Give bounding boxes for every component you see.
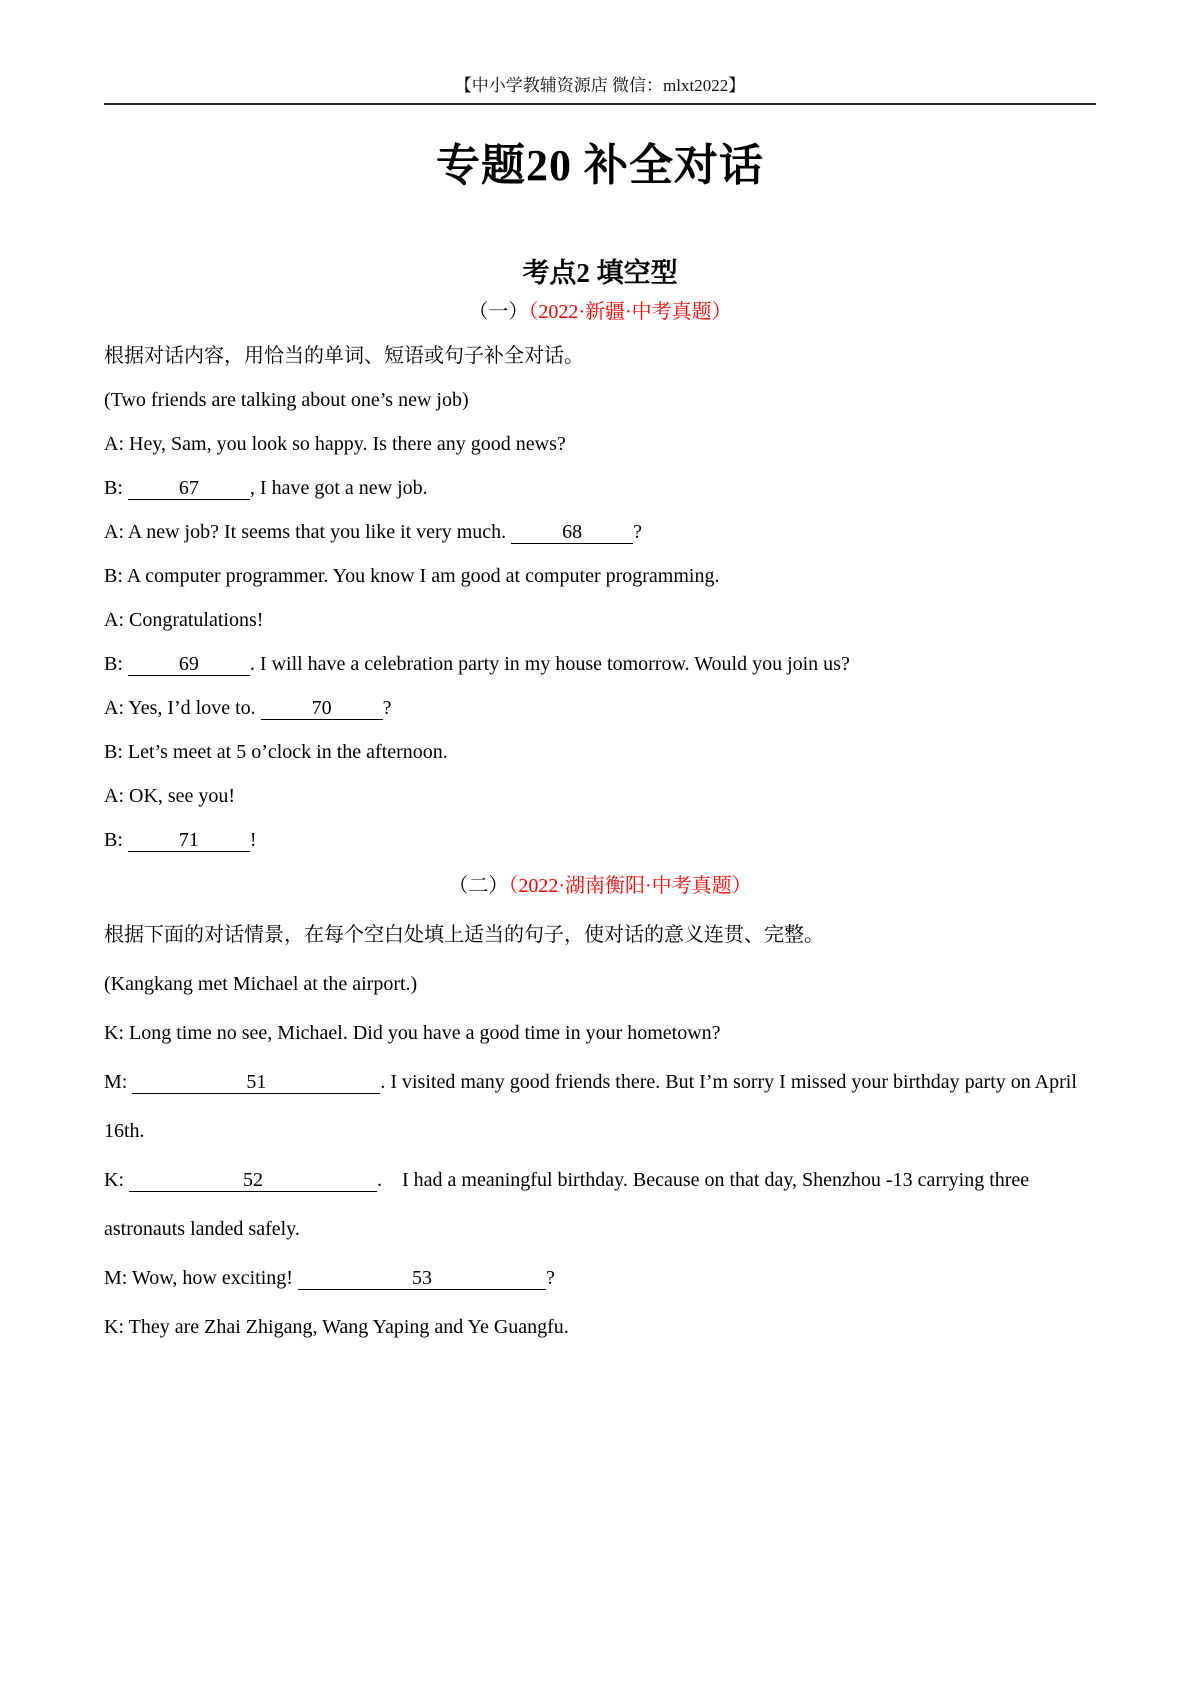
- answer-blank-53: 53: [298, 1268, 546, 1290]
- answer-blank-67: 67: [128, 478, 250, 500]
- answer-blank-70: 70: [261, 698, 383, 720]
- dialogue-text: B:: [104, 653, 128, 675]
- section-2-dialogue: [104, 1009, 1096, 1352]
- dialogue-text: K:: [104, 1169, 129, 1191]
- dialogue-text: B: Let’s meet at 5 o’clock in the afternoon.: [104, 741, 448, 763]
- dialogue-text: . I had a meaningful birthday. Because on that day, Shenzhou -13 carrying three astronauts landed safely.: [104, 1169, 1035, 1240]
- section-2-scene: (Kangkang met Michael at the airport.): [104, 973, 418, 995]
- dialogue-text: A: A new job? It seems that you like it very much.: [104, 521, 512, 543]
- dialogue-text: B:: [104, 829, 128, 851]
- dialogue-text: ?: [545, 1267, 555, 1289]
- dialogue-text: A: Congratulations!: [104, 609, 264, 631]
- answer-blank-51: 51: [132, 1072, 380, 1094]
- dialogue-text: M: Wow, how exciting!: [104, 1267, 298, 1289]
- document-subtitle: 考点2 填空型: [522, 258, 678, 288]
- section-1-source: （2022·新疆·中考真题）: [528, 301, 732, 323]
- exercise-section-1: [104, 290, 1096, 862]
- dialogue-line: [104, 774, 1096, 818]
- dialogue-text: ?: [633, 521, 643, 543]
- dialogue-line: [104, 466, 1096, 510]
- section-2-source: （2022·湖南衡阳·中考真题）: [508, 875, 752, 897]
- section-1-heading: [104, 290, 1096, 334]
- section-2-number: （二）: [448, 875, 509, 897]
- dialogue-text: A: Hey, Sam, you look so happy. Is there any good news?: [104, 433, 566, 455]
- dialogue-text: A: Yes, I’d love to.: [104, 697, 261, 719]
- answer-blank-69: 69: [128, 654, 250, 676]
- dialogue-text: , I have got a new job.: [249, 477, 428, 499]
- section-1-instruction: 根据对话内容，用恰当的单词、短语或句子补全对话。: [104, 345, 584, 367]
- section-1-dialogue: [104, 422, 1096, 862]
- section-2-instruction: 根据下面的对话情景，在每个空白处填上适当的句子，使对话的意义连贯、完整。: [104, 924, 824, 946]
- dialogue-text: A: OK, see you!: [104, 785, 236, 807]
- section-1-scene: (Two friends are talking about one’s new job): [104, 389, 469, 411]
- dialogue-line: [104, 510, 1096, 554]
- exercise-section-2: [104, 862, 1096, 1352]
- dialogue-text: M:: [104, 1071, 133, 1093]
- dialogue-text: K: Long time no see, Michael. Did you have a good time in your hometown?: [104, 1022, 721, 1044]
- document-title: 专题20 补全对话: [436, 141, 764, 190]
- dialogue-text: K: They are Zhai Zhigang, Wang Yaping and Ye Guangfu.: [104, 1316, 569, 1338]
- dialogue-text: . I visited many good friends there. But I’m sorry I missed your birthday party on April 16th.: [104, 1071, 1082, 1142]
- dialogue-line: [104, 730, 1096, 774]
- dialogue-text: . I will have a celebration party in my house tomorrow. Would you join us?: [249, 653, 850, 675]
- dialogue-text: B:: [104, 477, 128, 499]
- dialogue-line: [104, 818, 1096, 862]
- dialogue-line: [104, 642, 1096, 686]
- dialogue-line: [104, 598, 1096, 642]
- answer-blank-52: 52: [129, 1170, 377, 1192]
- section-2-heading: [104, 862, 1096, 911]
- header-divider: [104, 103, 1096, 105]
- dialogue-text: !: [249, 829, 257, 851]
- dialogue-line: [104, 422, 1096, 466]
- section-1-number: （一）: [468, 301, 529, 323]
- answer-blank-71: 71: [128, 830, 250, 852]
- dialogue-line: [104, 1156, 1096, 1254]
- page-header: [104, 0, 1096, 105]
- dialogue-line: [104, 1058, 1096, 1156]
- answer-blank-68: 68: [511, 522, 633, 544]
- dialogue-line: [104, 1009, 1096, 1058]
- header-store-info: 【中小学教辅资源店 微信：mlxt2022】: [454, 76, 746, 95]
- dialogue-text: B: A computer programmer. You know I am good at computer programming.: [104, 565, 720, 587]
- dialogue-line: [104, 1303, 1096, 1352]
- dialogue-text: ?: [382, 697, 392, 719]
- dialogue-line: [104, 686, 1096, 730]
- dialogue-line: [104, 1254, 1096, 1303]
- dialogue-line: [104, 554, 1096, 598]
